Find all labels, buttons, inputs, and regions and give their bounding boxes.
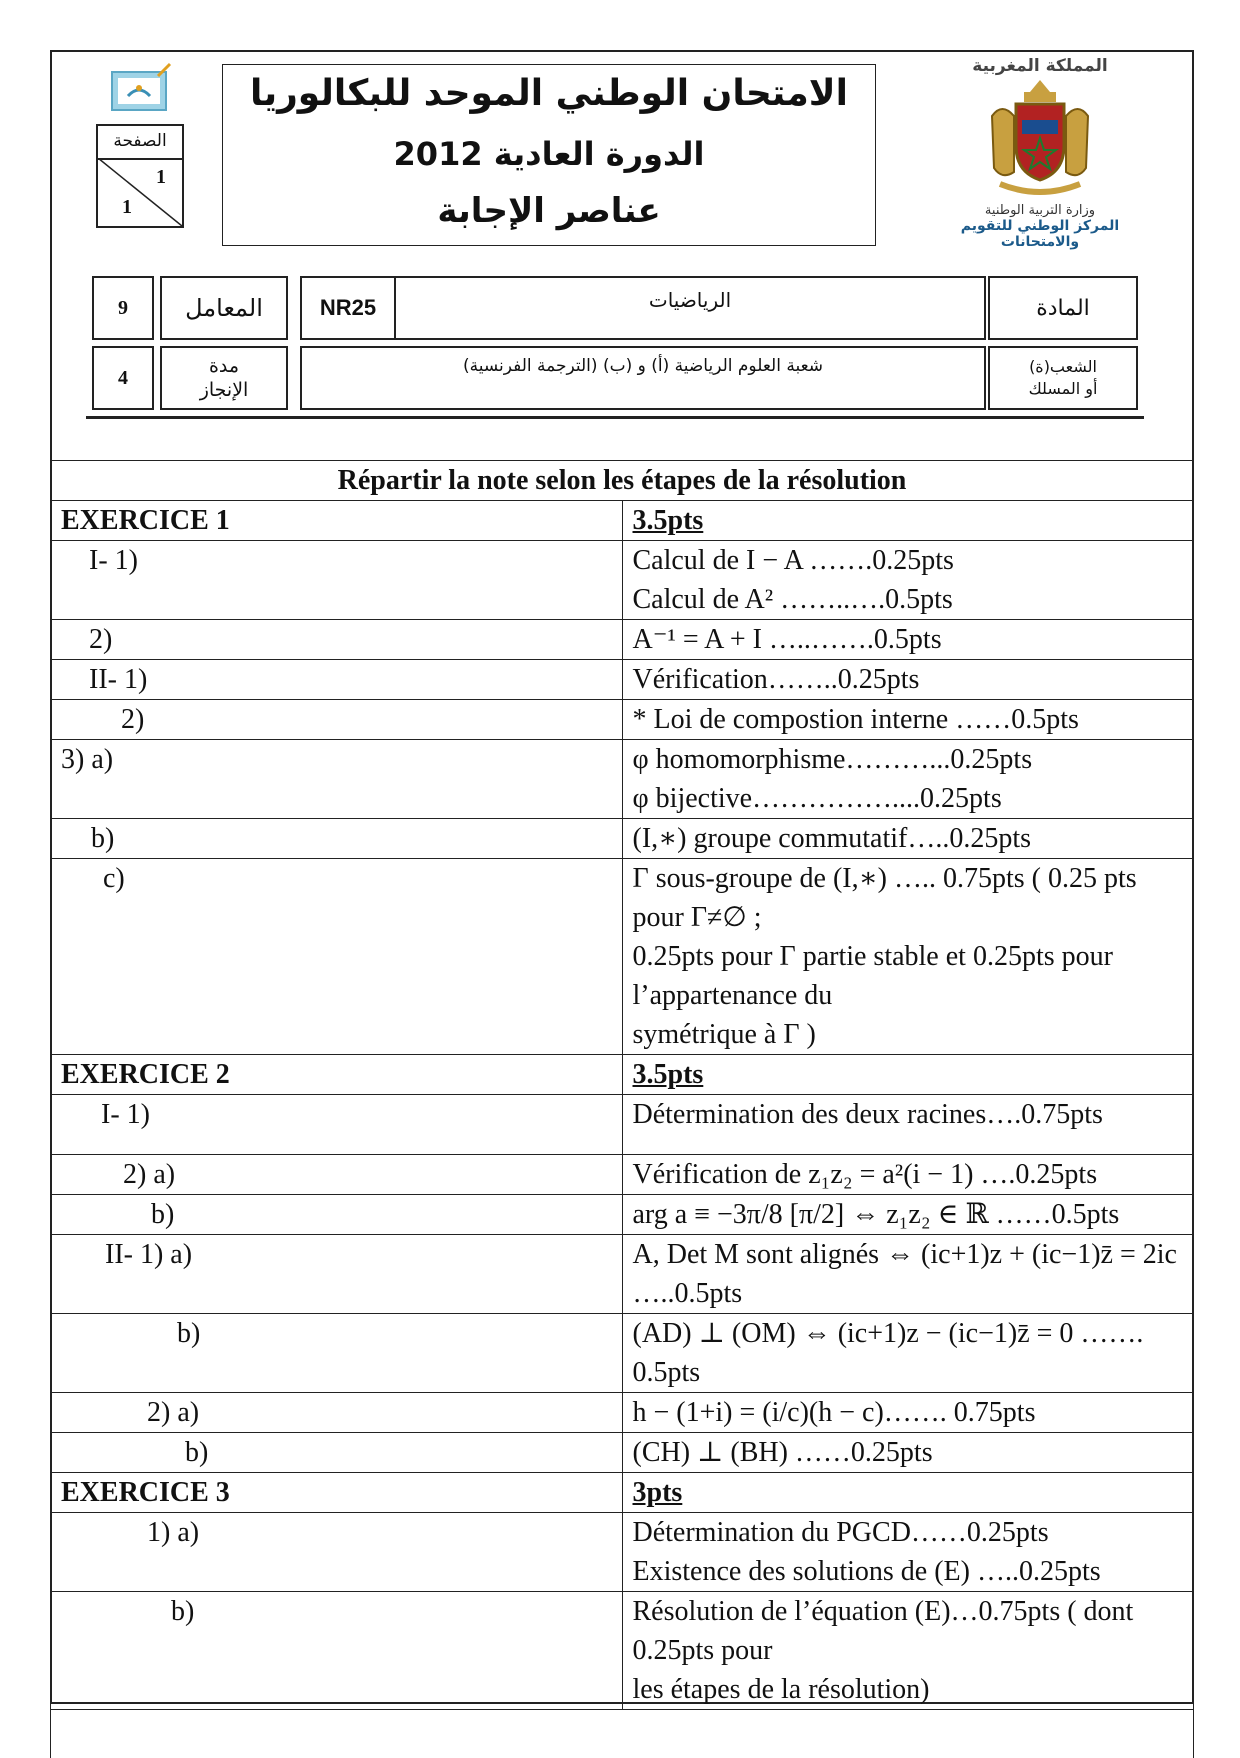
question-label: b)	[51, 1314, 623, 1393]
grading-criteria	[622, 1195, 1194, 1235]
grading-criteria	[622, 620, 1194, 660]
criteria-line: arg a ≡ −3π/8 [π/2] ⇔ z₁z₂ ∈ ℝ ……0.5pts	[633, 1195, 1184, 1234]
grading-row	[51, 541, 1194, 620]
ministry-logo	[920, 56, 1160, 266]
criteria-line: * Loi de compostion interne ……0.5pts	[633, 700, 1184, 739]
grading-criteria	[622, 1095, 1194, 1155]
grading-row	[51, 1513, 1194, 1592]
grading-criteria	[622, 1314, 1194, 1393]
page-diagonal	[98, 158, 182, 226]
center-label: المركز الوطني للتقويم والامتحانات	[920, 218, 1160, 250]
exercise-points-value: 3.5pts	[633, 1059, 704, 1090]
criteria-line: Vérification……..0.25pts	[633, 660, 1184, 699]
grading-row	[51, 1314, 1194, 1393]
duration-label-line2: الإنجاز	[200, 378, 249, 402]
grading-row	[51, 620, 1194, 660]
page-current: 1	[156, 166, 166, 189]
grading-criteria	[622, 660, 1194, 700]
grading-criteria	[622, 819, 1194, 859]
ministry-label: وزارة التربية الوطنية	[920, 203, 1160, 218]
criteria-line: A, Det M sont alignés ⇔ (ic+1)z + (ic−1)z̄ = 2ic …..0.5pts	[633, 1235, 1184, 1313]
grading-criteria	[622, 541, 1194, 620]
branch-value: شعبة العلوم الرياضية (أ) و (ب) (الترجمة الفرنسية)	[300, 346, 986, 410]
criteria-line: Existence des solutions de (E) …..0.25pts	[633, 1552, 1184, 1591]
exam-title: الامتحان الوطني الموحد للبكالوريا	[223, 73, 875, 114]
question-label: 2) a)	[51, 1393, 623, 1433]
exam-logo-icon	[110, 62, 172, 114]
grading-criteria	[622, 1433, 1194, 1473]
question-label: 2)	[51, 620, 623, 660]
branch-label-line1: الشعب(ة)	[1029, 356, 1097, 378]
criteria-line	[633, 1134, 1184, 1154]
grading-row	[51, 1095, 1194, 1155]
criteria-line: Calcul de I − A …….0.25pts	[633, 541, 1184, 580]
exercise-points	[622, 1473, 1194, 1513]
exercise-row	[51, 501, 1194, 541]
branch-label-line2: أو المسلك	[1029, 378, 1098, 400]
question-label: b)	[51, 1592, 623, 1710]
grading-row	[51, 700, 1194, 740]
criteria-line: φ homomorphisme………...0.25pts	[633, 740, 1184, 779]
page-number-box	[96, 124, 184, 228]
question-label: b)	[51, 1195, 623, 1235]
exercise-row	[51, 1055, 1194, 1095]
criteria-line: Γ sous-groupe de (I,∗) ….. 0.75pts ( 0.25 pts pour Γ≠∅ ;	[633, 859, 1184, 937]
grading-criteria	[622, 740, 1194, 819]
branch-label	[988, 346, 1138, 410]
grading-row	[51, 819, 1194, 859]
question-label: b)	[51, 1433, 623, 1473]
grading-criteria	[622, 700, 1194, 740]
exercise-row	[51, 1473, 1194, 1513]
duration-label-line1: مدة	[209, 354, 239, 378]
grading-criteria	[622, 1592, 1194, 1710]
grading-heading-row	[51, 461, 1194, 501]
grading-criteria	[622, 1155, 1194, 1195]
coefficient-label: المعامل	[160, 276, 288, 340]
grading-row	[51, 740, 1194, 819]
exercise-points-value: 3.5pts	[633, 505, 704, 536]
question-label: 3) a)	[51, 740, 623, 819]
criteria-line: 0.25pts pour Γ partie stable et 0.25pts pour l’appartenance du	[633, 937, 1184, 1015]
grading-row	[51, 660, 1194, 700]
question-label: 2) a)	[51, 1155, 623, 1195]
criteria-line: Détermination du PGCD……0.25pts	[633, 1513, 1184, 1552]
coefficient-value: 9	[92, 276, 154, 340]
criteria-line: (CH) ⊥ (BH) ……0.25pts	[633, 1433, 1184, 1472]
subject-label: المادة	[988, 276, 1138, 340]
duration-label	[160, 346, 288, 410]
coat-of-arms-icon	[980, 76, 1100, 202]
grading-row	[51, 1235, 1194, 1314]
exercise-points	[622, 1055, 1194, 1095]
kingdom-label: المملكة المغربية	[920, 56, 1160, 76]
question-label: 2)	[51, 700, 623, 740]
grading-row	[51, 1155, 1194, 1195]
exercise-title: EXERCICE 2	[51, 1055, 623, 1095]
answer-key-title: عناصر الإجابة	[223, 191, 875, 231]
empty-cell	[51, 1710, 1194, 1758]
empty-row	[51, 1710, 1194, 1758]
grading-row	[51, 859, 1194, 1055]
question-label: c)	[51, 859, 623, 1055]
grading-row	[51, 1433, 1194, 1473]
grading-row	[51, 1195, 1194, 1235]
header-divider	[86, 416, 1144, 419]
exam-code: NR25	[300, 276, 396, 340]
grading-criteria	[622, 1393, 1194, 1433]
criteria-line: φ bijective……………....0.25pts	[633, 779, 1184, 818]
page-label: الصفحة	[98, 126, 182, 160]
criteria-line: Calcul de A² ……..….0.5pts	[633, 580, 1184, 619]
subject-value: الرياضيات	[394, 276, 986, 340]
question-label: 1) a)	[51, 1513, 623, 1592]
exercise-title: EXERCICE 1	[51, 501, 623, 541]
exercise-title: EXERCICE 3	[51, 1473, 623, 1513]
grading-criteria	[622, 859, 1194, 1055]
exam-session: الدورة العادية 2012	[223, 135, 875, 173]
exam-title-box	[222, 64, 876, 246]
exercise-points	[622, 501, 1194, 541]
grading-criteria	[622, 1513, 1194, 1592]
grading-row	[51, 1592, 1194, 1710]
question-label: II- 1)	[51, 660, 623, 700]
question-label: I- 1)	[51, 1095, 623, 1155]
grading-criteria	[622, 1235, 1194, 1314]
question-label: II- 1) a)	[51, 1235, 623, 1314]
criteria-line: A⁻¹ = A + I …..…….0.5pts	[633, 620, 1184, 659]
grading-row	[51, 1393, 1194, 1433]
duration-value: 4	[92, 346, 154, 410]
criteria-line: (I,∗) groupe commutatif…..0.25pts	[633, 819, 1184, 858]
question-label: I- 1)	[51, 541, 623, 620]
criteria-line: symétrique à Γ )	[633, 1015, 1184, 1054]
page-total: 1	[122, 196, 132, 219]
criteria-line: Détermination des deux racines….0.75pts	[633, 1095, 1184, 1134]
grading-heading: Répartir la note selon les étapes de la résolution	[51, 461, 1194, 501]
exercise-points-value: 3pts	[633, 1477, 683, 1508]
question-label: b)	[51, 819, 623, 859]
criteria-line: Vérification de z₁z₂ = a²(i − 1) ….0.25pts	[633, 1155, 1184, 1194]
criteria-line: h − (1+i) = (i/c)(h − c)……. 0.75pts	[633, 1393, 1184, 1432]
criteria-line: Résolution de l’équation (E)…0.75pts ( dont 0.25pts pour	[633, 1592, 1184, 1670]
criteria-line: les étapes de la résolution)	[633, 1670, 1184, 1709]
grading-table	[50, 460, 1194, 1758]
criteria-line: (AD) ⊥ (OM) ⇔ (ic+1)z − (ic−1)z̄ = 0 ……. 0.5pts	[633, 1314, 1184, 1392]
